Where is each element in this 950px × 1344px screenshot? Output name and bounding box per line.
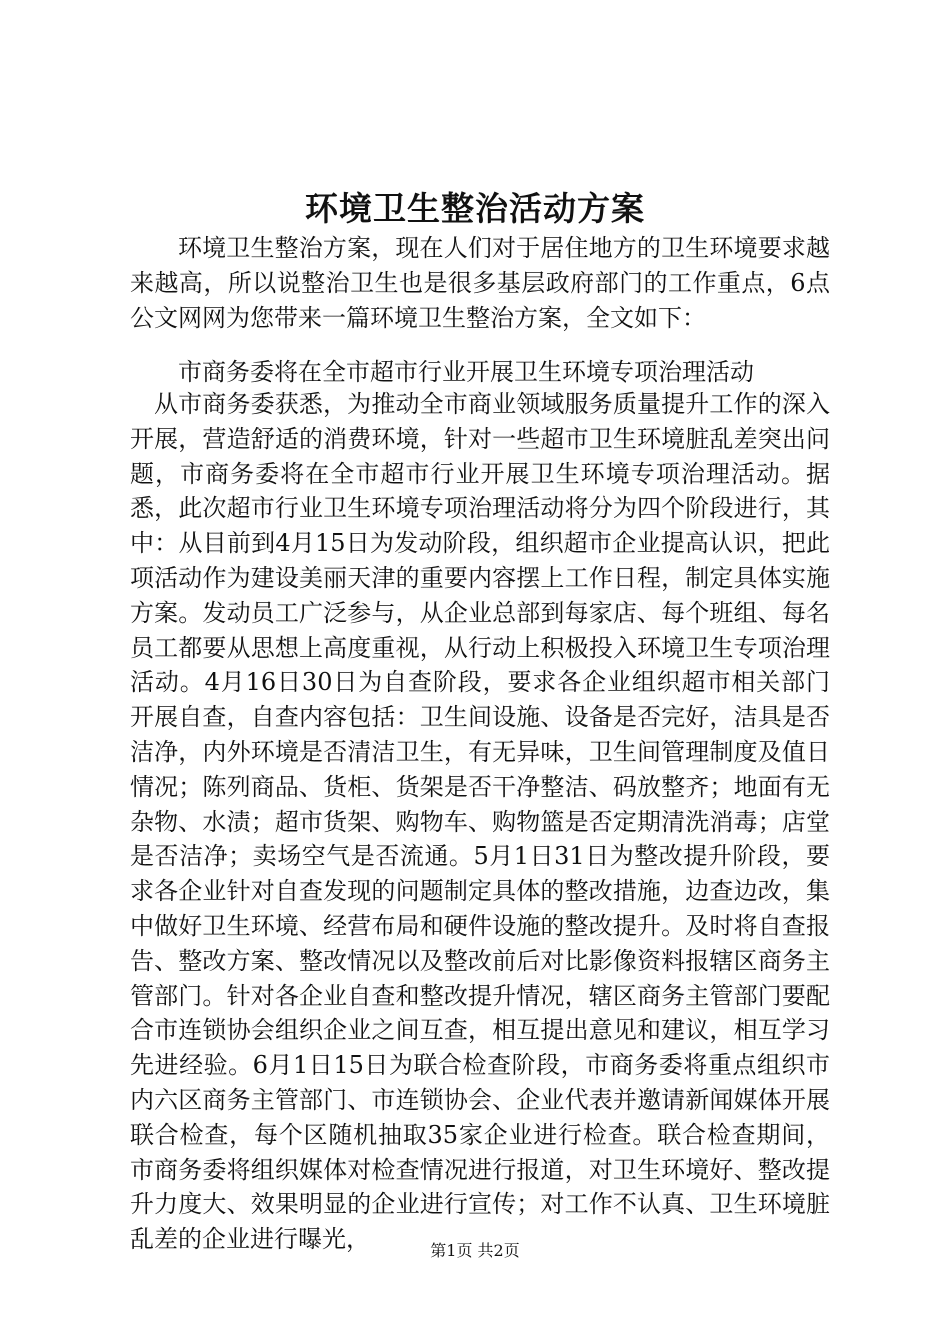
section-heading: 市商务委将在全市超市行业开展卫生环境专项治理活动	[178, 358, 754, 386]
document-title: 环境卫生整治活动方案	[305, 189, 645, 228]
intro-paragraph: 环境卫生整治方案，现在人们对于居住地方的卫生环境要求越来越高，所以说整治卫生也是很多基层政府部门的工作重点，6点公文网网为您带来一篇环境卫生整治方案，全文如下：	[130, 234, 830, 332]
page-footer: 第1页 共2页	[430, 1241, 520, 1260]
body-paragraph: 从市商务委获悉，为推动全市商业领域服务质量提升工作的深入开展，营造舒适的消费环境，针对一些超市卫生环境脏乱差突出问题，市商务委将在全市超市行业开展卫生环境专项治理活动。据悉，此次超市行业卫生环境专项治理活动将分为四个阶段进行，其中：从目前到4月15日为发动阶段，组织超市企业提高认识，把此项活动作为建设美丽天津的重要内容摆上工作日程，制定具体实施方案。发动员工广泛参与，从企业总部到每家店、每个班组、每名员工都要从思想上高度重视，从行动上积极投入环境卫生专项治理活动。4月16日30日为自查阶段，要求各企业组织超市相关部门开展自查，自查内容包括：卫生间设施、设备是否完好，洁具是否洁净，内外环境是否清洁卫生，有无异味，卫生间管理制度及值日情况；陈列商品、货柜、货架是否干净整洁、码放整齐；地面有无杂物、水渍；超市货架、购物车、购物篮是否定期清洗消毒；店堂是否洁净；卖场空气是否流通。5月1日31日为整改提升阶段，要求各企业针对自查发现的问题制定具体的整改措施，边查边改，集中做好卫生环境、经营布局和硬件设施的整改提升。及时将自查报告、整改方案、整改情况以及整改前后对比影像资料报辖区商务主管部门。针对各企业自查和整改提升情况，辖区商务主管部门要配合市连锁协会组织企业之间互查，相互提出意见和建议，相互学习先进经验。6月1日15日为联合检查阶段，市商务委将重点组织市内六区商务主管部门、市连锁协会、企业代表并邀请新闻媒体开展联合检查，每个区随机抽取35家企业进行检查。联合检查期间，市商务委将组织媒体对检查情况进行报道，对卫生环境好、整改提升力度大、效果明显的企业进行宣传；对工作不认真、卫生环境脏乱差的企业进行曝光，	[130, 390, 830, 1254]
